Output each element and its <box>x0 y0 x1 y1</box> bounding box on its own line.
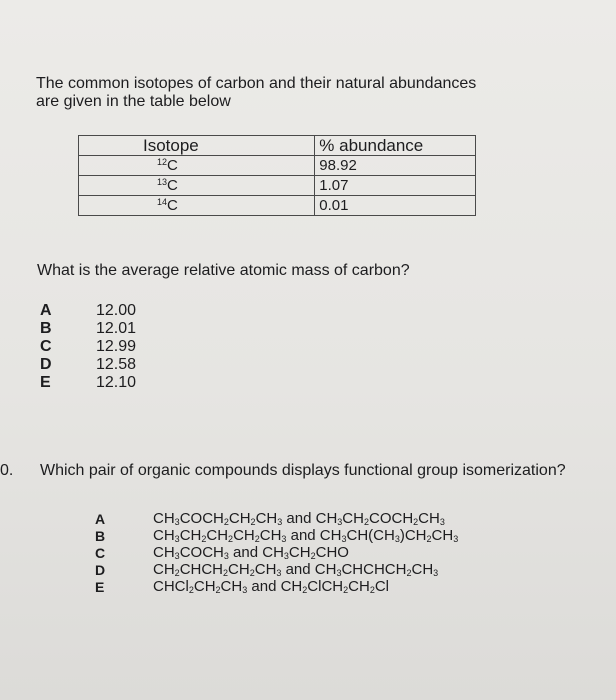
isotope-cell <box>79 196 315 216</box>
option-text: 12.01 <box>96 320 137 337</box>
isotope-cell <box>79 176 315 196</box>
formula-segment: CHCH <box>179 561 224 578</box>
formula-subscript: 2 <box>369 585 375 595</box>
option-letter: D <box>95 561 106 578</box>
formula-subscript: 2 <box>406 568 412 578</box>
formula-segment: and CH <box>228 544 284 561</box>
formula-segment: CH <box>288 544 311 561</box>
formula-subscript: 3 <box>276 568 282 578</box>
table-row <box>79 176 476 196</box>
formula-segment: CHCl <box>153 578 189 595</box>
formula-subscript: 3 <box>242 585 248 595</box>
isotope-table <box>78 135 476 216</box>
option-letter: A <box>40 302 52 319</box>
formula-segment: CH <box>206 527 229 544</box>
formula-text <box>153 544 349 561</box>
option-letter: A <box>95 510 106 527</box>
formula-segment: and CH <box>282 510 338 527</box>
option-d[interactable] <box>40 356 136 374</box>
mass-number: 12 <box>157 157 168 167</box>
formula-text <box>153 578 389 595</box>
formula-subscript: 2 <box>250 517 256 527</box>
element-symbol: C <box>167 177 178 194</box>
formula-subscript: 2 <box>188 585 194 595</box>
formula-segment: and CH <box>286 527 342 544</box>
formula-subscript: 2 <box>413 517 419 527</box>
mass-number: 14 <box>157 197 168 207</box>
formula-subscript: 2 <box>343 585 349 595</box>
formula-subscript: 3 <box>283 551 289 561</box>
formula-subscript: 3 <box>336 568 342 578</box>
formula-subscript: 2 <box>223 517 229 527</box>
formula-subscript: 3 <box>223 551 229 561</box>
question1-text: What is the average relative atomic mass of carbon? <box>37 262 410 279</box>
abundance-header: % abundance <box>315 136 476 156</box>
formula-segment: CH <box>342 510 364 527</box>
formula-segment: COCH <box>368 510 414 527</box>
formula-segment: CH <box>259 527 282 544</box>
option-letter: E <box>95 578 105 595</box>
formula-segment: CH <box>193 578 216 595</box>
formula-segment: CH <box>220 578 243 595</box>
formula-segment: CH <box>153 527 175 544</box>
formula-subscript: 3 <box>337 517 343 527</box>
formula-segment: CH <box>418 510 440 527</box>
formula-subscript: 3 <box>281 534 287 544</box>
table-row <box>79 156 476 176</box>
isotope-header: Isotope <box>79 136 315 156</box>
option-text: 12.00 <box>96 302 137 319</box>
formula-segment: CH <box>233 527 255 544</box>
formula-text <box>153 527 458 544</box>
abundance-cell: 0.01 <box>315 196 476 216</box>
formula-segment: CH <box>179 527 202 544</box>
formula-segment: CH <box>153 544 175 561</box>
formula-segment: CH <box>431 527 454 544</box>
option-a[interactable] <box>95 510 458 527</box>
intro-line-1: The common isotopes of carbon and their natural abundances <box>36 75 477 92</box>
isotope-cell <box>79 156 315 176</box>
formula-segment: CHCHCH <box>341 561 407 578</box>
question2-number: 0. <box>0 462 14 479</box>
formula-segment: COCH <box>179 510 224 527</box>
formula-subscript: 3 <box>277 517 283 527</box>
formula-segment: CHO <box>315 544 349 561</box>
formula-segment: CH <box>348 578 370 595</box>
formula-subscript: 2 <box>249 568 255 578</box>
formula-subscript: 3 <box>439 517 445 527</box>
formula-subscript: 2 <box>228 534 234 544</box>
option-text: 12.99 <box>96 338 137 355</box>
formula-subscript: 3 <box>453 534 459 544</box>
option-e[interactable] <box>95 578 458 595</box>
formula-subscript: 3 <box>174 534 180 544</box>
element-symbol: C <box>167 157 178 174</box>
formula-subscript: 2 <box>215 585 221 595</box>
option-d[interactable] <box>95 561 458 578</box>
formula-subscript: 2 <box>310 551 316 561</box>
formula-segment: ClCH <box>307 578 344 595</box>
formula-text <box>153 510 445 527</box>
formula-subscript: 2 <box>363 517 369 527</box>
question2-options <box>95 510 458 595</box>
table-row <box>79 196 476 216</box>
option-b[interactable] <box>95 527 458 544</box>
formula-subscript: 2 <box>426 534 432 544</box>
intro-line-2: are given in the table below <box>36 93 231 110</box>
question2-text: Which pair of organic compounds displays functional group isomerization? <box>40 462 566 479</box>
formula-segment: )CH <box>399 527 427 544</box>
option-c[interactable] <box>40 338 136 356</box>
option-b[interactable] <box>40 320 136 338</box>
option-letter: D <box>40 356 52 373</box>
formula-segment: COCH <box>179 544 224 561</box>
formula-segment: Cl <box>374 578 389 595</box>
question1-options <box>40 302 136 392</box>
option-letter: E <box>40 374 51 391</box>
formula-subscript: 2 <box>174 568 180 578</box>
formula-subscript: 2 <box>201 534 207 544</box>
option-a[interactable] <box>40 302 136 320</box>
formula-segment: CH <box>228 510 251 527</box>
formula-segment: CH <box>254 561 277 578</box>
formula-segment: CH <box>255 510 278 527</box>
formula-segment: and CH <box>281 561 337 578</box>
table-header-row <box>79 136 476 156</box>
formula-subscript: 3 <box>174 517 180 527</box>
formula-segment: CH <box>411 561 434 578</box>
formula-subscript: 3 <box>394 534 400 544</box>
formula-subscript: 3 <box>174 551 180 561</box>
abundance-cell: 1.07 <box>315 176 476 196</box>
question1-intro <box>36 75 556 111</box>
formula-subscript: 2 <box>223 568 229 578</box>
formula-subscript: 2 <box>302 585 308 595</box>
option-letter: C <box>95 544 106 561</box>
option-letter: B <box>40 320 52 337</box>
mass-number: 13 <box>157 177 168 187</box>
formula-segment: CH <box>153 510 175 527</box>
formula-segment: CH <box>228 561 250 578</box>
abundance-cell: 98.92 <box>315 156 476 176</box>
option-text: 12.10 <box>96 374 137 391</box>
option-text: 12.58 <box>96 356 137 373</box>
formula-segment: CH(CH <box>346 527 395 544</box>
formula-text <box>153 561 438 578</box>
formula-subscript: 3 <box>341 534 347 544</box>
option-letter: B <box>95 527 106 544</box>
option-letter: C <box>40 338 52 355</box>
option-c[interactable] <box>95 544 458 561</box>
formula-segment: CH <box>153 561 175 578</box>
formula-segment: and CH <box>247 578 303 595</box>
option-e[interactable] <box>40 374 136 392</box>
formula-subscript: 2 <box>254 534 260 544</box>
element-symbol: C <box>167 197 178 214</box>
formula-subscript: 3 <box>433 568 439 578</box>
